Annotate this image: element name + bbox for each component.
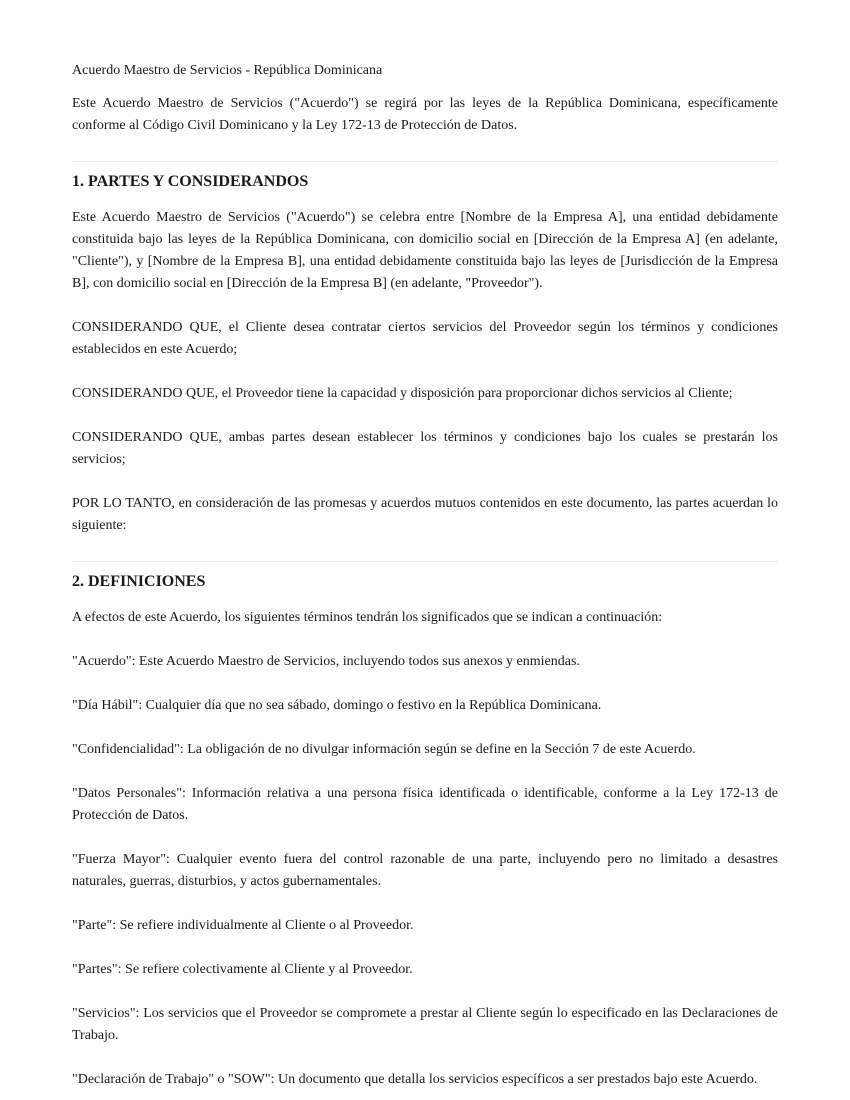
definition-dia-habil: "Día Hábil": Cualquier día que no sea sábado, domingo o festivo en la República Dominicana. [72,698,602,713]
definition-acuerdo: "Acuerdo": Este Acuerdo Maestro de Servicios, incluyendo todos sus anexos y enmiendas. [72,654,580,669]
document-intro: Este Acuerdo Maestro de Servicios ("Acuerdo") se regirá por las leyes de la República Dominicana, específicamente conforme al Código Civil Dominicano y la Ley 172-13 de Protección de Datos. [72,96,778,133]
section-1-paragraph-4: CONSIDERANDO QUE, ambas partes desean establecer los términos y condiciones bajo los cuales se prestarán los servicios; [72,430,778,467]
section-2-heading: 2. DEFINICIONES [72,573,206,590]
definition-sow: "Declaración de Trabajo" o "SOW": Un documento que detalla los servicios específicos a ser prestados bajo este Acuerdo. [72,1072,758,1087]
definition-partes: "Partes": Se refiere colectivamente al Cliente y al Proveedor. [72,962,413,977]
definition-parte: "Parte": Se refiere individualmente al Cliente o al Proveedor. [72,918,414,933]
section-1-paragraph-3: CONSIDERANDO QUE, el Proveedor tiene la capacidad y disposición para proporcionar dichos servicios al Cliente; [72,386,733,401]
section-1-paragraph-5: POR LO TANTO, en consideración de las promesas y acuerdos mutuos contenidos en este documento, las partes acuerdan lo siguiente: [72,496,778,533]
section-divider [72,161,778,162]
section-1-paragraph-1: Este Acuerdo Maestro de Servicios ("Acuerdo") se celebra entre [Nombre de la Empresa A], una entidad debidamente constituida bajo las leyes de la República Dominicana, con domicilio social en [Dirección de la Empresa A] (en adelante, "Cliente"), y [Nombre de la Empresa B], una entidad debidamente constituida bajo las leyes de [Jurisdicción de la Empresa B], con domicilio social en [Dirección de la Empresa B] (en adelante, "Proveedor"). [72,210,778,291]
section-1-paragraph-2: CONSIDERANDO QUE, el Cliente desea contratar ciertos servicios del Proveedor según los términos y condiciones establecidos en este Acuerdo; [72,320,778,357]
definition-datos-personales: "Datos Personales": Información relativa a una persona física identificada o identificable, conforme a la Ley 172-13 de Protección de Datos. [72,786,778,823]
definition-confidencialidad: "Confidencialidad": La obligación de no divulgar información según se define en la Sección 7 de este Acuerdo. [72,742,696,757]
document-title: Acuerdo Maestro de Servicios - República Dominicana [72,63,383,78]
definition-servicios: "Servicios": Los servicios que el Proveedor se compromete a prestar al Cliente según lo especificado en las Declaraciones de Trabajo. [72,1006,778,1043]
section-2-paragraph-1: A efectos de este Acuerdo, los siguientes términos tendrán los significados que se indican a continuación: [72,610,663,625]
section-1-heading: 1. PARTES Y CONSIDERANDOS [72,173,309,190]
section-divider [72,561,778,562]
definition-fuerza-mayor: "Fuerza Mayor": Cualquier evento fuera del control razonable de una parte, incluyendo pero no limitado a desastres naturales, guerras, disturbios, y actos gubernamentales. [72,852,778,889]
